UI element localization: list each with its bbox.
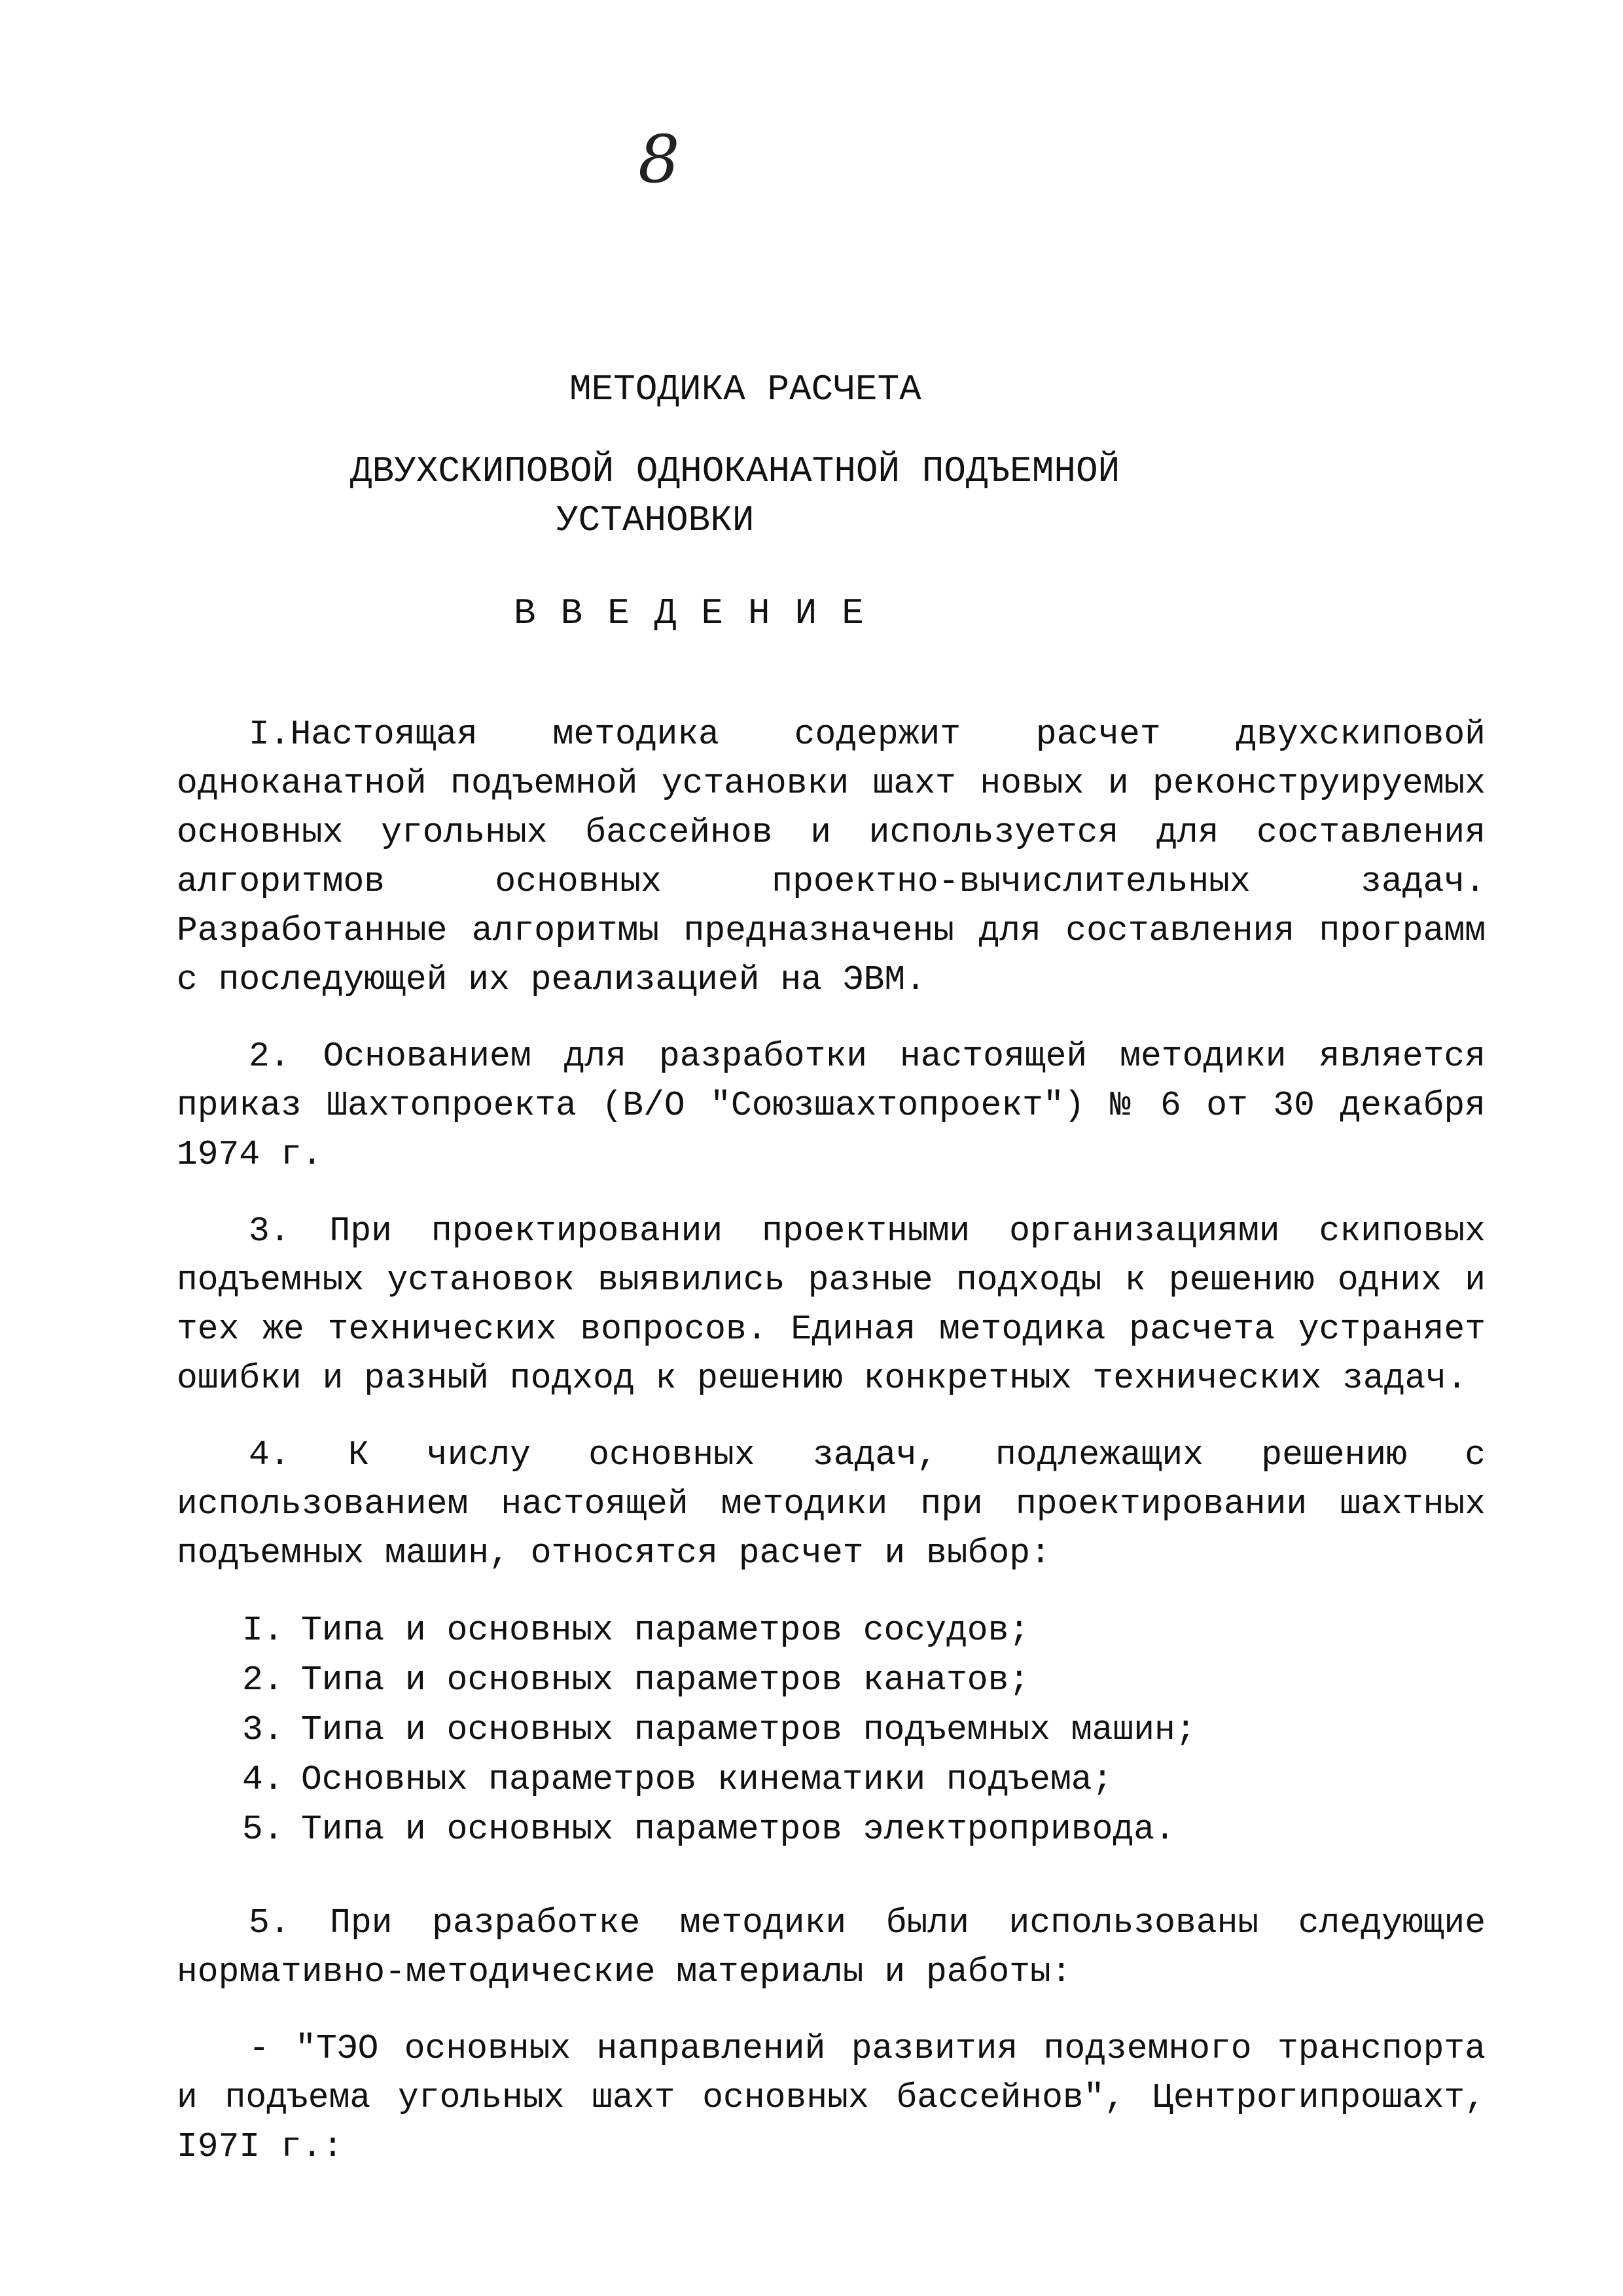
list-item (242, 1605, 1486, 1655)
list-item (242, 1804, 1486, 1854)
section-heading: ВВЕДЕНИЕ (514, 592, 889, 634)
list-item (242, 1755, 1486, 1804)
list-item (242, 1655, 1486, 1705)
title-line-3: УСТАНОВКИ (556, 499, 755, 541)
list-item-text: Типа и основных параметров подъемных машин; (301, 1710, 1196, 1749)
list-item-number: 2. (242, 1660, 284, 1700)
list-item-text: Типа и основных параметров электропривода. (301, 1810, 1175, 1849)
tasks-list (242, 1605, 1486, 1854)
document-body (177, 710, 1486, 2172)
paragraph-4: 4. К числу основных задач, подлежащих решению с использованием настоящей методики при проектировании шахтных подъемных машин, относятся расчет и выбор: (177, 1435, 1486, 1573)
list-item-text: Типа и основных параметров канатов; (301, 1660, 1030, 1700)
paragraph-3: 3. При проектировании проектными организациями скиповых подъемных установок выявились разные подходы к решению одних и тех же технических вопросов. Единая методика расчета устраняет ошибки и разный подход к решению конкретных технических задач. (177, 1211, 1486, 1398)
list-item-text: Основных параметров кинематики подъема; (301, 1760, 1113, 1799)
reference-item: - "ТЭО основных направлений развития подземного транспорта и подъема угольных шахт основных бассейнов", Центрогипрошахт, I97I г.: (177, 2029, 1486, 2166)
title-line-2: ДВУХСКИПОВОЙ ОДНОКАНАТНОЙ ПОДЪЕМНОЙ (350, 450, 1120, 492)
paragraph-1: I.Настоящая методика содержит расчет двухскиповой одноканатной подъемной установки шахт новых и реконструируемых основных угольных бассейнов и используется для составления алгоритмов основных проектно-вычислительных задач. Разработанные алгоритмы предназначены для составления программ с последующей их реализацией на ЭВМ. (177, 715, 1486, 999)
list-item (242, 1705, 1486, 1755)
list-item-text: Типа и основных параметров сосудов; (301, 1611, 1030, 1650)
title-line-1: МЕТОДИКА РАСЧЕТА (569, 368, 921, 410)
paragraph-2: 2. Основанием для разработки настоящей методики является приказ Шахтопроекта (В/О "Союзшахтопроект") № 6 от 30 декабря 1974 г. (177, 1037, 1486, 1174)
page-number: 8 (638, 121, 680, 198)
list-item-number: 4. (242, 1760, 284, 1799)
list-item-number: 3. (242, 1710, 284, 1749)
paragraph-5: 5. При разработке методики были использованы следующие нормативно-методические материалы и работы: (177, 1903, 1486, 1992)
list-item-number: I. (242, 1611, 284, 1650)
list-item-number: 5. (242, 1810, 284, 1849)
